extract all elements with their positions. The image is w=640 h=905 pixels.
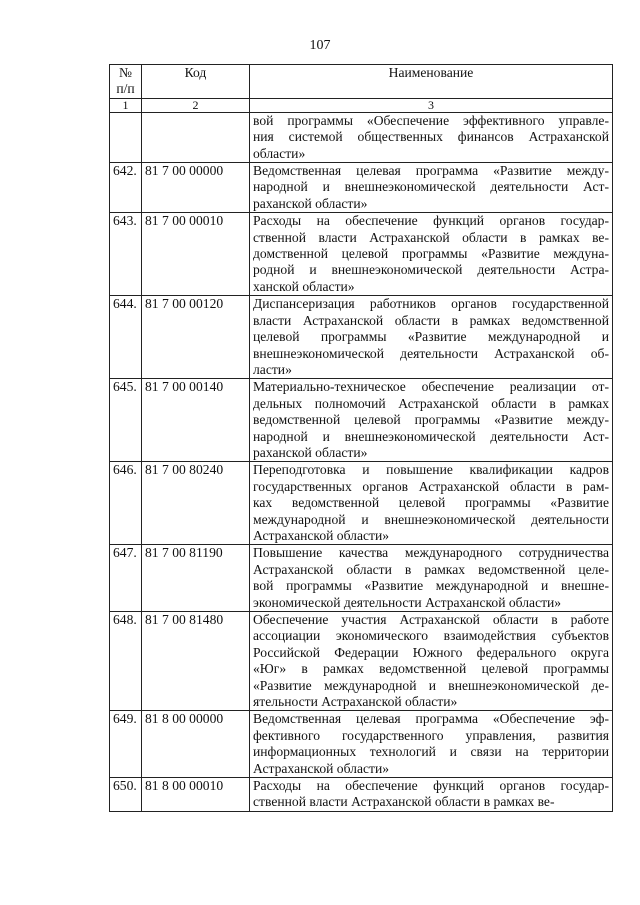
row-code: 81 7 00 80240: [142, 462, 250, 545]
row-name-line: раханской области»: [253, 444, 368, 460]
row-name-line: вой программы «Развитие международной и внешне-: [253, 578, 609, 594]
table-row: [110, 612, 613, 711]
row-name-line: Ведомственная целевая программа «Развитие между-: [253, 163, 609, 179]
table-row: [110, 462, 613, 545]
row-name-line: народной и внешнеэкономической деятельности Аст-: [253, 428, 609, 444]
row-name: [250, 163, 613, 213]
row-code: 81 7 00 00140: [142, 379, 250, 462]
table-row: [110, 711, 613, 778]
row-name-line: ственной власти Астраханской области в рамках ве-: [253, 794, 555, 810]
row-name-line: домственной целевой программы «Развитие междуна-: [253, 246, 609, 262]
row-code: 81 7 00 81190: [142, 545, 250, 612]
row-name-line: раханской области»: [253, 195, 368, 211]
row-number: 648.: [110, 612, 142, 711]
row-code: 81 7 00 00120: [142, 296, 250, 379]
row-name-line: ханской области»: [253, 278, 355, 294]
row-number: 642.: [110, 163, 142, 213]
row-name-line: экономической деятельности Астраханской области»: [253, 594, 562, 610]
row-code: 81 8 00 00010: [142, 778, 250, 812]
table-body: [110, 112, 613, 811]
row-name-line: Переподготовка и повышение квалификации кадров: [253, 462, 609, 478]
row-name-line: ласти»: [253, 361, 292, 377]
row-name: [250, 711, 613, 778]
row-name-line: целевой программы «Развитие международной и: [253, 329, 609, 345]
table-row: [110, 213, 613, 296]
table-header-row: [110, 65, 613, 99]
column-index-1: 1: [110, 98, 142, 112]
page-number: 107: [309, 38, 331, 53]
row-name-line: Диспансеризация работников органов государственной: [253, 296, 609, 312]
column-index-2: 2: [142, 98, 250, 112]
row-name-line: ведомственной целевой программы «Развитие между-: [253, 412, 609, 428]
row-name-line: Обеспечение участия Астраханской области в работе: [253, 612, 609, 627]
row-name-line: Астраханской области»: [253, 760, 390, 776]
row-name-line: ках ведомственной целевой программы «Развитие: [253, 495, 609, 511]
row-name-line: народной и внешнеэкономической деятельности Аст-: [253, 179, 609, 195]
row-name: [250, 213, 613, 296]
table-row: [110, 778, 613, 812]
row-name-line: Астраханской области в рамках ведомственной целе-: [253, 561, 609, 577]
row-number: 644.: [110, 296, 142, 379]
header-code: Код: [142, 65, 250, 99]
row-code: 81 7 00 00010: [142, 213, 250, 296]
row-name-line: Астраханской области»: [253, 527, 390, 543]
row-name-line: власти Астраханской области в рамках ведомственной: [253, 312, 609, 328]
row-number: 647.: [110, 545, 142, 612]
table-row: [110, 379, 613, 462]
row-name: [250, 545, 613, 612]
row-name-line: Материально-техническое обеспечение реализации от-: [253, 379, 609, 395]
header-name: Наименование: [250, 65, 613, 99]
row-number: [110, 112, 142, 162]
row-name-line: «Развитие международной и внешнеэкономической де-: [253, 677, 609, 693]
row-code: 81 8 00 00000: [142, 711, 250, 778]
row-name-line: ассоциации экономического взаимодействия субъектов: [253, 628, 609, 644]
row-name-line: Расходы на обеспечение функций органов государ-: [253, 213, 609, 229]
header-number-sign: №: [119, 65, 132, 80]
column-index-row: [110, 98, 613, 112]
table-row: [110, 112, 613, 162]
row-name-line: информационных технологий и связи на территории: [253, 744, 609, 760]
table-row: [110, 163, 613, 213]
row-number: 643.: [110, 213, 142, 296]
column-index-3: 3: [250, 98, 613, 112]
row-number: 645.: [110, 379, 142, 462]
row-name-line: Повышение качества международного сотрудничества: [253, 545, 609, 561]
budget-code-table: [109, 64, 613, 812]
row-number: 650.: [110, 778, 142, 812]
row-name-line: ятельности Астраханской области»: [253, 694, 458, 710]
row-number: 646.: [110, 462, 142, 545]
row-name: [250, 296, 613, 379]
row-name-line: ния системой общественных финансов Астраханской: [253, 129, 609, 145]
row-name-line: Расходы на обеспечение функций органов государ-: [253, 778, 609, 794]
table-row: [110, 296, 613, 379]
row-name-line: внешнеэкономической деятельности Астраханской об-: [253, 345, 609, 361]
row-code: 81 7 00 81480: [142, 612, 250, 711]
table-row: [110, 545, 613, 612]
header-number-abbrev: п/п: [116, 81, 135, 97]
row-name-line: ственной власти Астраханской области в рамках ве-: [253, 229, 609, 245]
row-name-line: Российской Федерации Южного федерального округа: [253, 644, 609, 660]
row-code: [142, 112, 250, 162]
row-name-line: дельных полномочий Астраханской области в рамках: [253, 395, 609, 411]
row-number: 649.: [110, 711, 142, 778]
row-name-line: области»: [253, 145, 306, 161]
row-name: [250, 612, 613, 711]
row-name: [250, 778, 613, 812]
header-number: [110, 65, 142, 99]
row-name: [250, 379, 613, 462]
row-name-line: «Юг» в рамках ведомственной целевой программы: [253, 661, 609, 677]
row-name-line: фективного государственного управления, развития: [253, 727, 609, 743]
row-name-line: международной и внешнеэкономической деятельности: [253, 511, 609, 527]
row-code: 81 7 00 00000: [142, 163, 250, 213]
row-name: [250, 462, 613, 545]
row-name: [250, 112, 613, 162]
row-name-line: вой программы «Обеспечение эффективного управле-: [253, 112, 609, 128]
row-name-line: родной и внешнеэкономической деятельности Астра-: [253, 262, 609, 278]
row-name-line: государственных органов Астраханской области в рам-: [253, 478, 609, 494]
row-name-line: Ведомственная целевая программа «Обеспечение эф-: [253, 711, 609, 727]
